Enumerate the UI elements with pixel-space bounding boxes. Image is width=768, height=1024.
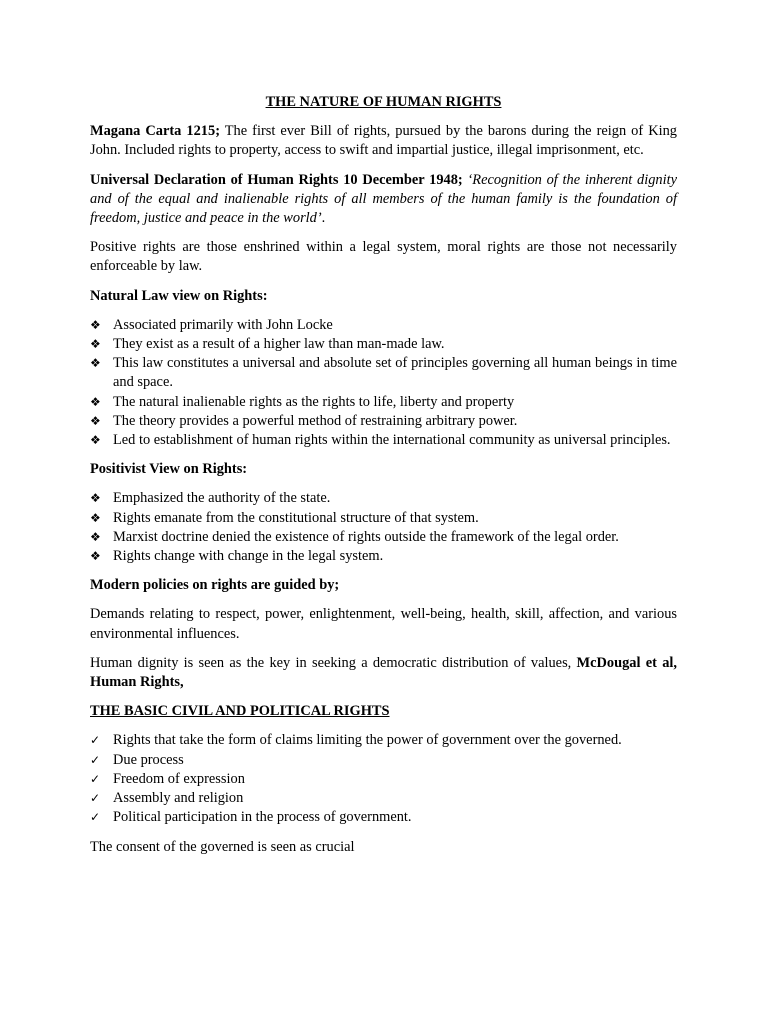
diamond-bullet-icon: ❖ [90, 433, 101, 448]
document-page [90, 93, 677, 867]
list-item [90, 509, 677, 528]
civil-political-list [90, 731, 677, 827]
diamond-bullet-icon: ❖ [90, 491, 101, 506]
diamond-bullet-icon: ❖ [90, 510, 101, 525]
list-item [90, 547, 677, 566]
list-item-text: They exist as a result of a higher law than man-made law. [113, 336, 445, 353]
modern-policies-heading: Modern policies on rights are guided by; [90, 577, 340, 594]
udhr-end: . [321, 210, 326, 227]
list-item-text: Political participation in the process of government. [113, 809, 412, 826]
list-item-text: Rights emanate from the constitutional structure of that system. [113, 509, 479, 526]
list-item-text: Freedom of expression [113, 770, 245, 787]
list-item [90, 489, 677, 508]
list-item-text: Assembly and religion [113, 790, 244, 807]
magna-carta-lead: Magana Carta 1215; [90, 123, 220, 140]
diamond-bullet-icon: ❖ [90, 529, 101, 544]
diamond-bullet-icon: ❖ [90, 337, 101, 352]
list-item-text: Associated primarily with John Locke [113, 316, 333, 333]
consent-paragraph: The consent of the governed is seen as crucial [90, 838, 355, 855]
positive-rights-paragraph: Positive rights are those enshrined within a legal system, moral rights are those not necessarily enforceable by law. [90, 239, 677, 275]
list-item [90, 335, 677, 354]
list-item-text: The theory provides a powerful method of restraining arbitrary power. [113, 412, 518, 429]
magna-carta-text: The first ever Bill of rights, pursued by the barons during the reign of King John. Included rights to property, access to swift and impartial justice, illegal imprisonment, etc. [90, 123, 677, 159]
list-item-text: Led to establishment of human rights within the international community as universal principles. [113, 432, 671, 449]
diamond-bullet-icon: ❖ [90, 317, 101, 332]
list-item [90, 316, 677, 335]
udhr-quote: ‘Recognition of the inherent dignity and of the equal and inalienable rights of all members of the human family is the foundation of freedom, justice and peace in the world’ [90, 171, 677, 227]
positivist-list [90, 489, 677, 566]
diamond-bullet-icon: ❖ [90, 549, 101, 564]
human-dignity-citation: McDougal et al, Human Rights, [90, 654, 677, 691]
checkmark-icon: ✓ [90, 791, 101, 806]
list-item-text: Marxist doctrine denied the existence of rights outside the framework of the legal order. [113, 528, 619, 545]
list-item [90, 393, 677, 412]
list-item-text: The natural inalienable rights as the rights to life, liberty and property [113, 393, 515, 410]
list-item [90, 808, 677, 827]
natural-law-heading: Natural Law view on Rights: [90, 287, 268, 304]
list-item [90, 528, 677, 547]
diamond-bullet-icon: ❖ [90, 394, 101, 409]
civil-political-heading: THE BASIC CIVIL AND POLITICAL RIGHTS [90, 703, 390, 720]
list-item [90, 751, 677, 770]
udhr-paragraph [90, 171, 677, 229]
udhr-lead: Universal Declaration of Human Rights 10 December 1948; [90, 171, 463, 188]
magna-carta-paragraph [90, 122, 677, 160]
human-dignity-paragraph [90, 654, 677, 692]
human-dignity-text: Human dignity is seen as the key in seeking a democratic distribution of values, [90, 654, 577, 671]
list-item-text: Rights change with change in the legal system. [113, 548, 384, 565]
diamond-bullet-icon: ❖ [90, 356, 101, 371]
list-item [90, 431, 677, 450]
natural-law-list [90, 316, 677, 450]
list-item [90, 731, 677, 750]
checkmark-icon: ✓ [90, 771, 101, 786]
list-item [90, 789, 677, 808]
list-item [90, 354, 677, 392]
list-item [90, 770, 677, 789]
diamond-bullet-icon: ❖ [90, 413, 101, 428]
list-item [90, 412, 677, 431]
document-title: THE NATURE OF HUMAN RIGHTS [265, 94, 502, 110]
positivist-heading: Positivist View on Rights: [90, 461, 248, 478]
checkmark-icon: ✓ [90, 733, 101, 748]
modern-policies-paragraph: Demands relating to respect, power, enlightenment, well-being, health, skill, affection, and various environmental influences. [90, 606, 677, 642]
list-item-text: Rights that take the form of claims limiting the power of government over the governed. [113, 732, 622, 749]
checkmark-icon: ✓ [90, 810, 101, 825]
list-item-text: Due process [113, 751, 184, 768]
list-item-text: This law constitutes a universal and absolute set of principles governing all human beings in time and space. [113, 355, 677, 391]
checkmark-icon: ✓ [90, 752, 101, 767]
list-item-text: Emphasized the authority of the state. [113, 490, 331, 507]
